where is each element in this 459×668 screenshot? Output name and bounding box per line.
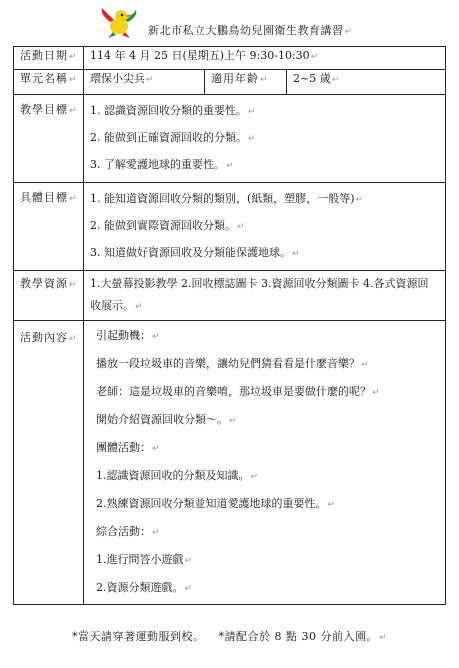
- activity-line: 開始介紹資源回收分類～。↵: [96, 413, 237, 426]
- activity-line: 2.資源分類遊戲。↵: [96, 581, 193, 594]
- activity-list: [84, 321, 446, 605]
- age-label: 適用年齡↵: [205, 70, 287, 95]
- goals-label: 教學目標↵: [14, 95, 84, 183]
- specific-item: 1. 能知道資源回收分類的類別，(紙類，塑膠，一般等)↵: [90, 192, 364, 205]
- row-specific-goals: [14, 183, 446, 271]
- activity-line: 2.熟練資源回收分類並知道愛護地球的重要性。↵: [96, 497, 336, 510]
- footer-note-uniform: *當天請穿著運動服到校。: [71, 630, 205, 643]
- date-value: 114 年 4 月 25 日(星期五)上午 9:30-10:30↵: [84, 47, 446, 70]
- row-unit: [14, 70, 446, 95]
- activity-line: 1.進行問答小遊戲↵: [96, 553, 193, 566]
- bird-mascot-logo-icon: [96, 4, 142, 40]
- specific-label: 具體目標↵: [14, 183, 84, 271]
- activity-label: 活動內容↵: [14, 321, 84, 605]
- unit-value: 環保小尖兵↵: [84, 70, 205, 95]
- specific-item: 3. 知道做好資源回收及分類能保護地球。↵: [90, 246, 300, 259]
- date-label: 活動日期↵: [14, 47, 84, 70]
- resources-value: 1.大螢幕投影教學 2.回收標誌圖卡 3.資源回收分類圖卡 4.各式資源回收展示。↵: [84, 271, 446, 321]
- row-activity: [14, 321, 446, 605]
- row-teaching-goals: [14, 95, 446, 183]
- specific-list: [84, 183, 446, 271]
- document-title: 新北市私立大鵬鳥幼兒園衛生教育講習↵: [148, 24, 353, 37]
- document-header: [0, 0, 459, 44]
- goal-item: 3. 了解愛護地球的重要性。↵: [90, 158, 234, 171]
- activity-line: 綜合活動：↵: [96, 525, 160, 538]
- goal-item: 2. 能做到正確資源回收的分類。↵: [90, 131, 256, 144]
- row-resources: [14, 271, 446, 321]
- row-date: [14, 47, 446, 70]
- unit-label: 單元名稱↵: [14, 70, 84, 95]
- goal-item: 1. 認識資源回收分類的重要性。↵: [90, 104, 256, 117]
- activity-line: 1.認識資源回收的分類及知識。↵: [96, 469, 259, 482]
- activity-line: 引起動機：↵: [96, 329, 160, 342]
- lesson-plan-table: [13, 46, 446, 605]
- footer-notes: *當天請穿著運動服到校。 *請配合於 8 點 30 分前入園。↵: [71, 630, 388, 643]
- age-value: 2~5 歲↵: [287, 70, 446, 95]
- activity-line: 老師：這是垃圾車的音樂唷，那垃圾車是要做什麼的呢？↵: [96, 385, 380, 398]
- activity-line: 播放一段垃圾車的音樂，讓幼兒們猜看看是什麼音樂？↵: [96, 357, 369, 370]
- activity-line: 團體活動：↵: [96, 441, 160, 454]
- goals-list: [84, 95, 446, 183]
- resources-label: 教學資源↵: [14, 271, 84, 321]
- footer-note-arrival: *請配合於 8 點 30 分前入園。: [218, 630, 378, 643]
- specific-item: 2. 能做到實際資源回收分類。↵: [90, 219, 245, 232]
